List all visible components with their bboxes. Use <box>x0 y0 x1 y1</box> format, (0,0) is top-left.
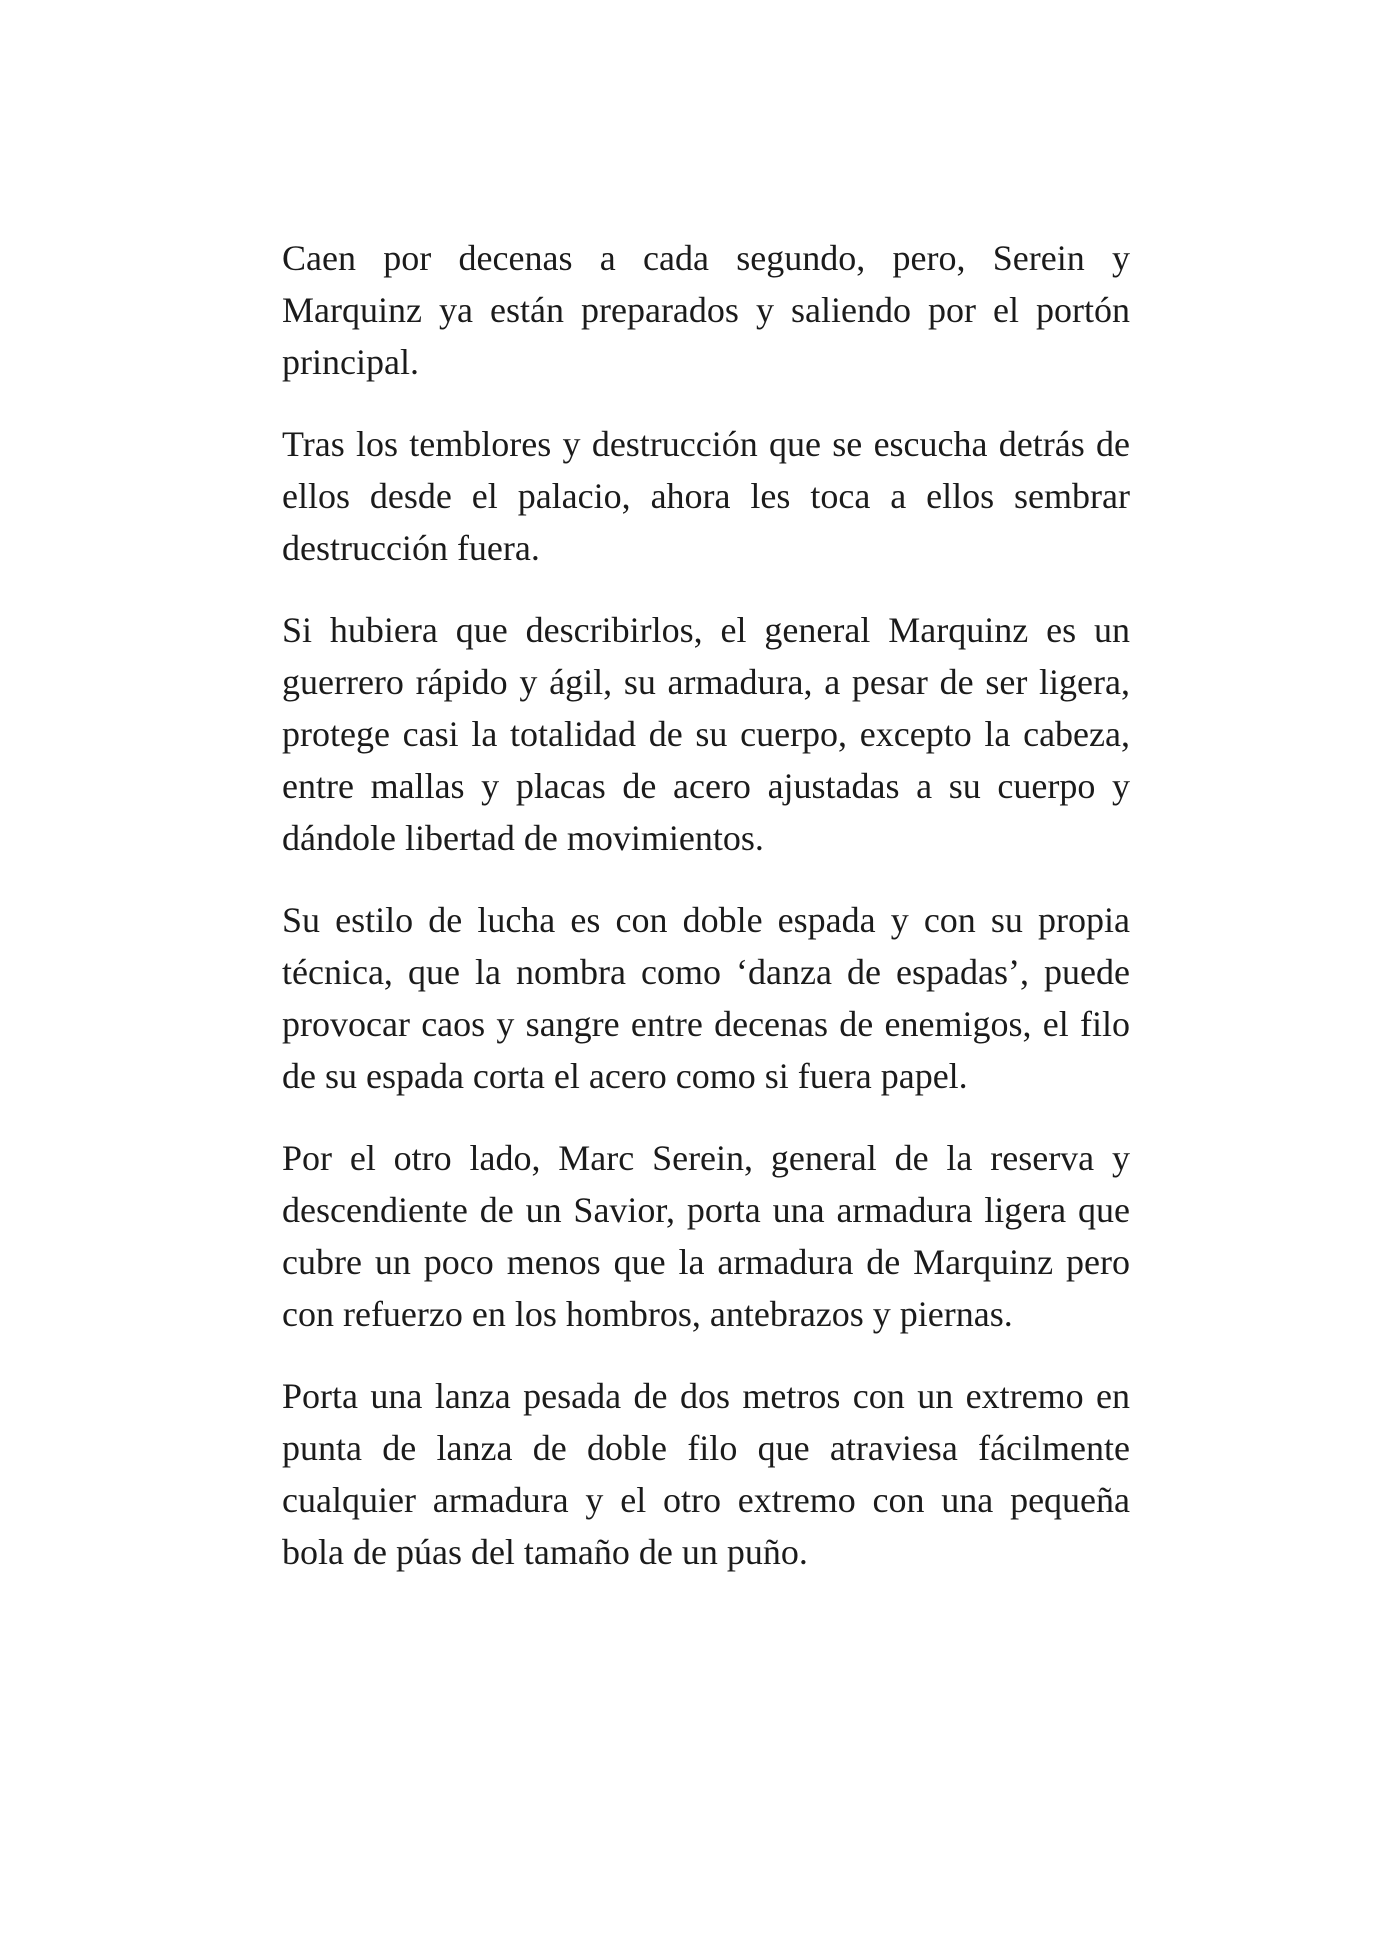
paragraph-2: Tras los temblores y destrucción que se escucha detrás de ellos desde el palacio, ahora les toca a ellos sembrar destrucción fuera. <box>282 424 1130 568</box>
paragraph-5: Por el otro lado, Marc Serein, general de la reserva y descendiente de un Savior, porta una armadura ligera que cubre un poco menos que la armadura de Marquinz pero con refuerzo en los hombros, antebrazos y piernas. <box>282 1138 1130 1334</box>
paragraph-4: Su estilo de lucha es con doble espada y con su propia técnica, que la nombra como ‘danza de espadas’, puede provocar caos y sangre entre decenas de enemigos, el filo de su espada corta el acero como si fuera papel. <box>282 900 1130 1096</box>
body-text <box>282 232 1130 1608</box>
paragraph-3: Si hubiera que describirlos, el general Marquinz es un guerrero rápido y ágil, su armadura, a pesar de ser ligera, protege casi la totalidad de su cuerpo, excepto la cabeza, entre mallas y placas de acero ajustadas a su cuerpo y dándole libertad de movimientos. <box>282 610 1130 858</box>
paragraph-6: Porta una lanza pesada de dos metros con un extremo en punta de lanza de doble filo que atraviesa fácilmente cualquier armadura y el otro extremo con una pequeña bola de púas del tamaño de un puño. <box>282 1376 1130 1572</box>
paragraph-1: Caen por decenas a cada segundo, pero, Serein y Marquinz ya están preparados y saliendo por el portón principal. <box>282 238 1130 382</box>
